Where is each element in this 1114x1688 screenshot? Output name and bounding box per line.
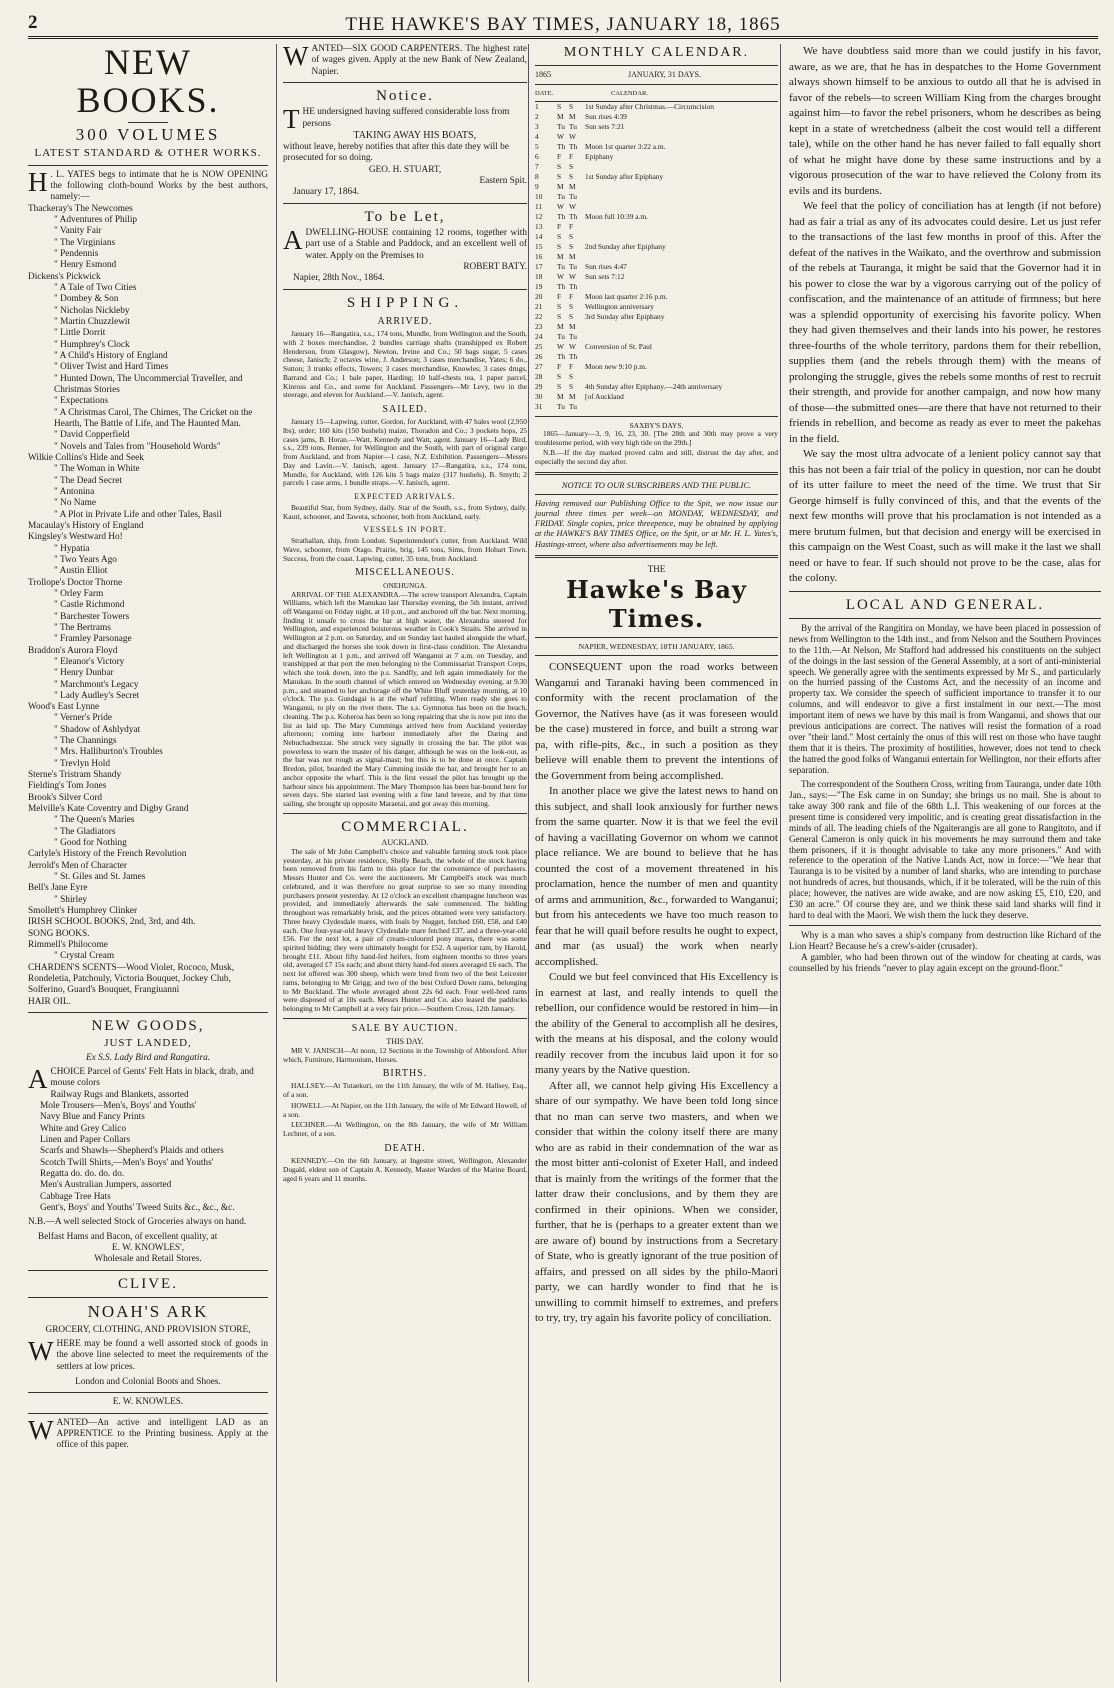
calendar-cell: Tu — [569, 191, 577, 201]
book-item: " Trevlyn Hold — [54, 758, 110, 769]
births-heading: BIRTHS. — [382, 1068, 428, 1080]
arrived-text: January 16—Rangatira, s.s., 174 tons, Mundle, from Wellington and the South, with 2 boxes merchandise, 2 bundles carriage shafts (transhipped ex Robert Henderson, from Glasgow), Newton, Irvine and Co.; 50 bags sugar, 5 cases cheese, Janisch; 2 octaves wine, J. Anderson; 3 cases merchandise, Yates; 6 do., Sutton; 3 trunks effects, Towers; 3 cases merchandise, Knowles; 3 cases drugs, Barrand and Co.; 1 bale paper, Harding; 10 half-chests tea, 1 paper parcel, Kinross and Co., and some for Auckland. Passengers—Mr Levy, two in the steerage, and eleven for Auckland.—V. Janisch, agent. — [283, 329, 527, 400]
calendar-cell: M — [557, 111, 564, 121]
book-item: " The Virginians — [54, 237, 116, 248]
commercial-heading: COMMERCIAL. — [341, 818, 469, 835]
book-item: " Vanity Fair — [54, 226, 102, 237]
calendar-cell: 1st Sunday after Epiphany — [585, 171, 664, 181]
calendar-cell: S — [557, 301, 562, 311]
calendar-cell: Moon 1st quarter 3:22 a.m. — [585, 141, 666, 151]
calendar-table: DATE. CALENDAR. 1 S S 1st Sunday after Christmas.—Circumcision 2 M M Sun rises 4:39 3 Tu Tu Sun sets 7:21 4 W W 5 Th Th Moon 1st quarter 3:22 a.m. 6 F F Epiphany 7 S S 8 S S 1st Sunday after Epiphany 9 M M 10 Tu Tu 11 W W 12 Th Th Moon full 10:39 a.m. 13 F F 14 S S 15 S S 2nd Sunday after Epiphany 16 M M 17 Tu Tu Sun rises 4:47 18 W W Sun sets 7:12 19 Th Th 20 F F Moon last quarter 2:16 p.m. 21 S S Wellington anniversary 22 S S 3rd Sunday after Epiphany 23 M M 24 Tu Tu 25 W W Conversion of St. Paul 26 Th Th 27 F F Moon new 9:10 p.m. 28 S S 29 S S 4th Sunday after Epiphany.—24th anniversary 30 M M [of Auckland 31 Tu Tu — [535, 89, 778, 412]
calendar-cell: 15 — [535, 241, 543, 251]
book-item: " Shadow of Ashlydyat — [54, 724, 141, 735]
sailed-text: January 15—Lapwing, cutter, Gordon, for Auckland, with 47 bales wool (2,950 lbs), order; 160 kits (150 bushels) maize, Thoradon and Co.; 3 pockets hops, 25 cases jams, B. Horan.—Watt, Kennedy and Watt, agent. January 16—Lady Bird, s.s., 239 tons, Renner, for Wellington and the South, with part of original cargo from Auckland, and from Napier—1 case, N.Z. Exhibition. Passengers—Messrs Day and Lavin.—V. Janisch, agent. January 17—Rangatira, s.s., 174 tons, Mundle, for Auckland, with 126 kits 5 bags maize (317 bushels), B. Smyth; 2 parcels 1 case arms, 1 bundle straps.—V. Janisch, agent. — [283, 417, 527, 488]
book-item: " Hunted Down, The Uncommercial Traveller, and Christmas Stories — [54, 373, 243, 395]
calendar-cell: S — [557, 311, 562, 321]
calendar-cell — [581, 222, 778, 232]
calendar-cell: W — [569, 341, 576, 351]
yates-intro: H . L. YATES begs to intimate that he is NOW OPENING the following cloth-bound Works by the best authors, namely:— — [28, 166, 268, 203]
new-books-heading: NEW BOOKS. — [76, 44, 220, 120]
calendar-cell: S — [557, 371, 562, 381]
book-item: " The Gladiators — [54, 826, 116, 837]
just-landed: JUST LANDED, — [104, 1037, 192, 1050]
book-item: Kingsley's Westward Ho! — [28, 532, 123, 543]
calendar-subhead: 1865 JANUARY, 31 DAYS. — [535, 70, 701, 80]
misc-heading: MISCELLANEOUS. — [355, 567, 455, 579]
calendar-cell: 12 — [535, 211, 543, 221]
calendar-cell: S — [569, 171, 574, 181]
calendar-cell: Tu — [569, 121, 577, 131]
book-item: " A Tale of Two Cities — [54, 283, 137, 294]
dateline: NAPIER, WEDNESDAY, 18TH JANUARY, 1865. — [578, 642, 735, 652]
calendar-cell — [581, 182, 778, 192]
calendar-cell: Wellington anniversary — [585, 301, 654, 311]
stuart-name: GEO. H. STUART, — [368, 164, 442, 175]
calendar-cell: 5 — [535, 141, 539, 151]
calendar-cell: S — [569, 231, 574, 241]
page-number: 2 — [28, 12, 38, 33]
book-item: " The Woman in White — [54, 464, 140, 475]
calendar-cell — [581, 332, 778, 342]
calendar-cell: 4 — [535, 131, 539, 141]
calendar-cell: F — [557, 221, 562, 231]
expected-text: Beautiful Star, from Sydney, daily. Star of the South, s.s., from Sydney, daily. Kauri, schooner, and Tawera, schooner, both from Auckland, early. — [283, 502, 527, 521]
book-item: " The Dead Secret — [54, 475, 122, 486]
calendar-cell: S — [569, 161, 574, 171]
calendar-cell: Sun sets 7:12 — [585, 271, 625, 281]
baty-name: ROBERT BATY. — [463, 262, 527, 273]
drop-cap: H — [28, 166, 48, 197]
notice-body: THE undersigned having suffered considerable loss from persons — [283, 104, 510, 135]
calendar-cell: Moon new 9:10 p.m. — [585, 361, 647, 371]
calendar-cell: 11 — [535, 201, 543, 211]
carpenters-wanted: WANTED—SIX GOOD CARPENTERS. The highest rate of wages given. Apply at the new Bank of New Zealand, Napier. — [283, 44, 527, 77]
column-4 — [780, 44, 1101, 1682]
book-item: Brook's Silver Cord — [28, 792, 102, 803]
book-item: " Henry Esmond — [54, 260, 117, 271]
calendar-cell: S — [569, 381, 574, 391]
calendar-cell: M — [557, 181, 564, 191]
book-item: " A Christmas Carol, The Chimes, The Cricket on the Hearth, The Battle of Life, and The Haunted Man. — [54, 407, 253, 429]
calendar-cell: 3 — [535, 121, 539, 131]
book-item: " Dombey & Son — [54, 294, 119, 305]
book-item: Thackeray's The Newcomes — [28, 203, 133, 214]
editorial-paragraph: We feel that the policy of conciliation has at length (if not before) had as fair a trial as any of its advocates could desire. Let us just refer to the transactions of the last few months in proof of this. After the defeat of the natives in the Waikato, and the overthrow and submission of the rebels at Tauranga, it might be said that the Governor had it in his power to close the war by a vigorous carrying out of the policy of confiscation, and the maintenance of an attitude of firmness; but here was a splendid opportunity of exercising his favorite policy. When they had given themselves and their lands into his power, he restores three-fourths of the whole territory, pardons them for their rebellion, supplies them (and the rebels through them) with the means of prolonging the struggle, gives the rebels some months of rest to recruit their strength, and provide for another campaign, and now how many of those—the submitted ones—are there that have not returned to their friends in rebellion, and become as ready as ever to meet the pakehas in the field. — [789, 200, 1101, 445]
calendar-cell: 18 — [535, 271, 543, 281]
book-item: " Humphrey's Clock — [54, 339, 130, 350]
book-item: Sterne's Tristram Shandy — [28, 770, 122, 781]
calendar-cell: 26 — [535, 351, 543, 361]
calendar-cell: 21 — [535, 301, 543, 311]
calendar-cell: 1 — [535, 101, 539, 111]
paper-title: Hawke's Bay Times. — [566, 574, 747, 633]
book-item: " Two Years Ago — [54, 554, 117, 565]
calendar-cell: 10 — [535, 191, 543, 201]
goods-item: White and Grey Calico — [40, 1123, 126, 1134]
calendar-cell: 23 — [535, 321, 543, 331]
calendar-cell: Tu — [557, 121, 565, 131]
joke-crusader: Why is a man who saves a ship's company from destruction like Richard of the Lion Heart? Because he's a crew's-aider (crusader). — [789, 930, 1101, 952]
calendar-cell: F — [569, 361, 574, 371]
subscribers-notice-heading: NOTICE TO OUR SUBSCRIBERS AND THE PUBLIC. — [561, 479, 752, 490]
calendar-cell: 20 — [535, 291, 543, 301]
book-item: " The Bertrams — [54, 622, 111, 633]
editorial-paragraph: Could we but feel convinced that His Excellency is in earnest at last, and really intends to quell the rebellion, our confidence would be restored in him—in the ability of the General to accomplish all he desires, with the means at his disposal, and the colony would readily recover from the incubus laid upon it for so many years by the Native question. — [535, 971, 778, 1077]
editorial-part-1 — [535, 660, 778, 1327]
let-date: Napier, 28th Nov., 1864. — [293, 273, 385, 284]
book-item: " Nicholas Nickleby — [54, 305, 130, 316]
calendar-cell: W — [557, 131, 564, 141]
calendar-cell: S — [569, 311, 574, 321]
auckland-sub: AUCKLAND. — [381, 838, 429, 848]
book-item: " Adventures of Philip — [54, 215, 138, 226]
the-label: THE — [647, 563, 666, 574]
calendar-cell: 29 — [535, 381, 543, 391]
grocery-store-line: GROCERY, CLOTHING, AND PROVISION STORE, — [45, 1324, 251, 1335]
calendar-cell — [581, 372, 778, 382]
calendar-cell: Moon last quarter 2:16 p.m. — [585, 291, 668, 301]
calendar-cell: 16 — [535, 251, 543, 261]
editorial-paragraph: We say the most ultra advocate of a lenient policy cannot say that this has not been a fair trial of the policy in question, nor can he doubt of its utter failure to meet the need of the time. We trust that Sir George himself is fully convinced of this, and that the events of the next few months will prove that his proclamation is not intended as a mere brutum fulmen, but that decision and energy will be exercised in this campaign on the West Coast, such as will make it the last we shall need or have to fear. If such should not prove to be the case, alas for the colony. — [789, 448, 1101, 584]
onehunga: ONEHUNGA. — [383, 581, 427, 591]
calendar-cell: S — [557, 231, 562, 241]
port-text: Strathallan, ship, from London. Superintendent's cutter, from Auckland. Wild Wave, schooner, from Otago. Prairie, brig, 145 tons, Sims, from Hobart Town. Success, from the coast. Lapwing, cutter, 35 tons, from Auckland. — [283, 536, 527, 563]
column-2 — [276, 44, 527, 1682]
volumes-heading: 300 VOLUMES — [75, 124, 221, 144]
local-news-paragraph: By the arrival of the Rangitira on Monday, we have been placed in possession of news from Wellington to the 14th inst., and from Nelson and the Southern Provinces to the 11th.—At Nelson, Mr Stafford had addressed his constituents on the subject of the doings in the last session of the General Assembly, at a sort of anti-ministerial speech. We generally agree with the sentiments expressed by Mr S., and particularly on the hurried passing of the Customs Act, and the necessity of an income and property tax. We consider the speech of sufficient importance to transfer it to our columns, and will endeavor to give a first instalment in our next.—The most important item of news we have by this mail is from Wanganui, and shows that our previous anticipations are correct. The natives will resist the formation of a road over "their land." Most certainly the onus of this will rest on those who have taught them that it is theirs. The proximity of hostilities, however, does not tend to check the hatred the good folks of Wanganui entertain for Wellington, nor their efforts after separation. — [789, 622, 1101, 775]
calendar-cell: M — [569, 111, 576, 121]
calendar-cell: S — [557, 241, 562, 251]
noahs-ark-heading: NOAH'S ARK — [87, 1301, 209, 1321]
birth-notice: LECHNER.—At Wellington, on the 8th January, the wife of Mr William Lechner, of a son. — [283, 1120, 527, 1139]
calendar-cell: Th — [557, 281, 566, 291]
boots-shoes: London and Colonial Boots and Shoes. — [75, 1376, 221, 1387]
book-item: " Castle Richmond — [54, 600, 125, 611]
subscribers-notice: Having removed our Publishing Office to the Spit, we now issue our journal three times per week—on MONDAY, WEDNESDAY, and FRIDAY. Single copies, price threepence, may be obtained by applying at the HAWKE'S BAY TIMES Office, on the Spit, or at Mr. H. L. Yates's, Hastings-street, where also advertisements may be left. — [535, 499, 778, 549]
misc-text: ARRIVAL OF THE ALEXANDRA.—The screw transport Alexandra, Captain Williams, which left the Manukau last Thursday evening, the 5th instant, arrived off Wanganui on Friday night, at 10 p.m., and anchored off the bar. Next morning, finding it unsafe to cross the bar at high water, the Alexandra steered for Wellington, and experienced boisterous weather in Cook's Straits. She arrived in Wellington at 2 p.m. on Saturday, and on Sunday last hauled alongside the wharf, and discharged the horses she took down in first-class condition. The Alexandra left Wellington at 1 p.m., and arrived off Wanganui at 7 a.m. on Tuesday, and transhipped at that port the men belonging to the Commissariat Transport Corps, which she took down, into the p.s. Sandfly, and left again immediately for the Manukau. In the south channel of which entered on Wednesday evening, at 9.30 p.m., and steamed to her anchorage off the White Bluff yesterday morning, at 10 o'clock. The p.s. Gundagai is at the wharf refitting. When ready she goes to Wanganui, to ply on the river there. The s.s. Gymnotus has been on the beach, cleaning. The p.s. Koheroa has been so long repairing that she is now put into the list as laid up. The Mary Cummings arrived here from Auckland yesterday afternoon; coming into harbour immediately after the Daring and Nebuchadnezzar. She struck very signally in crossing the bar. The pilot was powerless to warn the master of his danger, although he was on the look-out, as the bar was not rough as signal-mast; but this is to be done at once. Captain Bredon, pilot, boarded the Mary Cumming inside the bar, and brought her to an anchor opposite the wharf. This is the first vessel the pilot has brought up the harbour since his appointment. The Mary Thompson has been bar-bound here for seven days. She started last evening with a fine land breeze, and by that time sailing, she brought up opposite Maraetai, and got away this morning. — [283, 589, 527, 809]
calendar-cell: 28 — [535, 371, 543, 381]
editorial-paragraph: In another place we give the latest news to hand on this subject, and shall look anxiously for further news from the same quarter. Now it is that we feel the evil of having a vacillating Governor on whom we cannot place reliance. We are bound to believe that he has counted the cost of a movement threatened in his proclamation, hence the number of men and quantity of arms and ammunition, &c., forwarded to Wanganui; but from his antecedents we have too much reason to fear that he will quail before results he ought to expect, and mar (as usual) the work when nearly accomplished. — [535, 785, 778, 968]
book-item: " Antonina — [54, 486, 95, 497]
book-item: Jerrold's Men of Character — [28, 860, 127, 871]
births-list — [283, 1082, 527, 1138]
calendar-cell: Tu — [557, 401, 565, 411]
book-item: " Framley Parsonage — [54, 634, 132, 645]
book-item: SONG BOOKS. — [28, 928, 90, 939]
port-heading: VESSELS IN PORT. — [363, 525, 447, 535]
commercial-text: The sale of Mr John Campbell's choice and valuable farming stock took place yesterday, at his private residence, Shelly Beach, the whole of the stock having been removed from his farm to this place for the convenience of purchasers. Messrs Hunter and Co. were the auctioneers. Mr Campbell's stock was much celebrated, and it was therefore no great surprise to see so many intending purchasers present yesterday. At 12 o'clock an excellent champagne luncheon was provided, and immediately afterwards the sale commenced. The bidding throughout was remarkably brisk, and the prices obtained were very satisfactory. Three heavy Clydesdale mares, with foals by Nugget, fetched £60, £58, and £40 each. One four-year-old heavy Clydesdale mare fetched £37, and a three-year-old £56. For the next lot, a pair of cream-coloured pony mares, there was some spirited bidding; they were ultimately bought for £52. A superior ram, by Harold, brought £11. About fifty hand-fed heifers, from eighteen months to three years old, averaged £7 15s each; and about thirty hand-fed steers averaged £6 each. The next lot offered was 300 sheep, which were bred from two of the best Leicester rams, belonging to Mr Grigg; and two of the best Oxford Down rams, belonging to Mr Buckland. The whole averaged about 22s 6d each. Four well-bred rams were disposed of at 10s each. Messrs Hunter and Co. also leased the paddocks belonging to Mr Campbell at a very fair price.—Southern Cross, 12th January. — [283, 846, 527, 1014]
goods-item: Gent's, Boys' and Youths' Tweed Suits &c., &c., &c. — [40, 1202, 235, 1213]
to-be-let-body: A DWELLING-HOUSE containing 12 rooms, together with part use of a Stable and Paddock, and an excellent well of water. Apply on the Premises to — [283, 225, 527, 261]
death-heading: DEATH. — [384, 1142, 426, 1154]
book-item: Macaulay's History of England — [28, 520, 144, 531]
book-item: " Novels and Tales from "Household Words" — [54, 441, 221, 452]
saxby-text: 1865—January—3, 9, 16, 23, 30. [The 28th and 30th may prove a very troublesome period, with very high tide on the 29th.] N.B.—If the day marked proved calm and still, distrust the day after, and especially the second day after. — [535, 428, 778, 467]
calendar-cell: Moon full 10:39 a.m. — [585, 211, 649, 221]
calendar-cell: 31 — [535, 401, 543, 411]
calendar-cell: F — [569, 151, 574, 161]
book-item: Smollett's Humphrey Clinker — [28, 906, 138, 917]
calendar-cell: Sun rises 4:47 — [585, 261, 627, 271]
calendar-cell: Conversion of St. Paul — [585, 341, 652, 351]
calendar-cell: Sun rises 4:39 — [585, 111, 627, 121]
calendar-cell — [581, 192, 778, 202]
calendar-cell: Tu — [569, 331, 577, 341]
calendar-cell: Tu — [557, 261, 565, 271]
book-item: " Verner's Pride — [54, 713, 112, 724]
calendar-cell: Tu — [557, 331, 565, 341]
calendar-cell: Tu — [569, 261, 577, 271]
calendar-cell — [581, 402, 778, 412]
calendar-cell: F — [557, 361, 562, 371]
book-item: " The Queen's Maries — [54, 815, 135, 826]
clive-heading: CLIVE. — [118, 1275, 178, 1292]
calendar-cell: S — [557, 171, 562, 181]
belfast-hams: Belfast Hams and Bacon, of excellent quality, at — [38, 1231, 218, 1242]
book-item: " Crystal Cream — [54, 951, 115, 962]
book-item: " Little Dorrit — [54, 328, 106, 339]
book-item: " St. Giles and St. James — [54, 872, 146, 883]
calendar-cell: M — [569, 391, 576, 401]
calendar-cell: W — [557, 271, 564, 281]
editorial-paragraph: CONSEQUENT upon the road works between Wanganui and Taranaki having been commenced in conformity with the recent proclamation of the Governor, the Natives have (as it was foreseen would be the case) mustered in force, and built a strong war pa, with rifle-pits, &c., in such a position as they believe will enable them to prevent the intentions of the Government from being accomplished. — [535, 661, 778, 782]
local-news-paragraph: The correspondent of the Southern Cross, writing from Tauranga, under date 10th Jan., says:—"The Esk came in on Sunday; she brings us no mail. She is about to take away 300 rank and file of the 68th L.I. This weakening of our forces at the present time is considered very impolitic, and is creating great dissatisfaction in the minds of all. The leading chiefs of the Ngaiterangis are all gone to Rangitoto, and if General Cameron is only quick in his movements he may surround them and take them prisoners, if it is thought advisable to take any more prisoners." And with reference to the operation of the Native Lands Act, now in force:—"We hear that Tauranga is to be visited by a number of land sharks, who are intending to purchase not hundreds of acres, but thousands, which, if it be tolerated, will be the ruin of this place; however, the natives are wide awake, and are now asking £5, £10, £20, and £30 an acre." Of course they are, and we think these said land sharks will find it hard to deal with the Maori. We wish them the luck they deserve. — [789, 778, 1101, 921]
book-item: " A Plot in Private Life and other Tales, Basil — [54, 509, 222, 520]
calendar-cell: W — [569, 201, 576, 211]
latest-works-line: LATEST STANDARD & OTHER WORKS. — [34, 147, 262, 160]
calendar-heading: MONTHLY CALENDAR. — [563, 45, 750, 60]
calendar-cell: S — [557, 101, 562, 111]
calendar-cell: S — [569, 371, 574, 381]
calendar-cell: S — [569, 241, 574, 251]
calendar-cell: 9 — [535, 181, 539, 191]
knowles-stores: Wholesale and Retail Stores. — [94, 1254, 202, 1265]
goods-item: Scotch Twill Shirts,—Men's Boys' and Youths' — [40, 1157, 214, 1168]
birth-notice: HALLSEY.—At Tutaekuri, on the 11th January, the wife of M. Hallsey, Esq., of a son. — [283, 1081, 527, 1100]
calendar-cell: Tu — [557, 191, 565, 201]
calendar-cell: 30 — [535, 391, 543, 401]
editorial-paragraph: We have doubtless said more than we could justify in his favor, aware, as we are, that he has in despatches to the Home Government always shown himself to be anxious to outdo all that he is advised in favor of the rebels—to screen William King from the charges brought against him—to favor the rebel prisoners, whom he describes as being kept in a state of wretchedness (albeit the cost would tell a different tale), while on the other hand he has never failed to fall equally short of what he might have done by these same instructions and by a vigorous prosecution of the war to have relieved the Colony from its evils and its burdens. — [789, 45, 1101, 197]
calendar-cell: 1st Sunday after Christmas.—Circumcision — [585, 101, 714, 111]
goods-item: Navy Blue and Fancy Prints — [40, 1112, 145, 1123]
book-item: " Barchester Towers — [54, 611, 130, 622]
local-general-heading: LOCAL AND GENERAL. — [845, 596, 1045, 613]
calendar-cell: Th — [557, 141, 566, 151]
book-item: Wood's East Lynne — [28, 702, 100, 713]
book-item: " A Child's History of England — [54, 350, 168, 361]
book-list — [28, 204, 268, 1008]
goods-item: Men's Australian Jumpers, assorted — [40, 1180, 172, 1191]
arrived-heading: ARRIVED. — [377, 316, 433, 327]
calendar-cell: 27 — [535, 361, 543, 371]
calendar-cell: Th — [557, 351, 566, 361]
book-item: Braddon's Aurora Floyd — [28, 645, 118, 656]
book-item: " Mrs. Halliburton's Troubles — [54, 747, 163, 758]
goods-intro: A CHOICE Parcel of Gents' Felt Hats in black, drab, and mouse colors — [28, 1064, 254, 1095]
goods-ex-ships: Ex S.S. Lady Bird and Rangatira. — [85, 1052, 211, 1063]
book-item: " Oliver Twist and Hard Times — [54, 362, 169, 373]
goods-item: Cabbage Tree Hats — [40, 1191, 111, 1202]
calendar-cell: Sun sets 7:21 — [585, 121, 625, 131]
calendar-cell: Th — [569, 141, 578, 151]
book-item: " Martin Chuzzlewit — [54, 317, 131, 327]
calendar-cell: W — [557, 201, 564, 211]
calendar-cell: M — [557, 321, 564, 331]
book-item: Fielding's Tom Jones — [28, 781, 107, 792]
calendar-cell: 3rd Sunday after Epiphany — [585, 311, 665, 321]
local-general-text — [789, 623, 1101, 921]
calendar-cell — [581, 282, 778, 292]
calendar-cell: 6 — [535, 151, 539, 161]
book-item: " Hypatia — [54, 543, 90, 554]
calendar-cell: W — [569, 131, 576, 141]
calendar-cell: 17 — [535, 261, 543, 271]
calendar-cell: M — [557, 251, 564, 261]
calendar-cell: F — [569, 221, 574, 231]
knowles-signature: E. W. KNOWLES. — [112, 1397, 184, 1408]
to-be-let-heading: To be Let, — [364, 208, 446, 225]
auction-text: MR V. JANISCH—At noon, 12 Sections in the Township of Abbotsford. After which, Furniture, Harmonium, Horses. — [283, 1045, 527, 1064]
calendar-cell: 8 — [535, 171, 539, 181]
book-item: Wilkie Collins's Hide and Seek — [28, 452, 144, 463]
auction-heading: SALE BY AUCTION. — [351, 1022, 459, 1034]
book-item: Rimmell's Philocome — [28, 940, 108, 951]
calendar-cell: 24 — [535, 331, 543, 341]
calendar-cell: M — [569, 181, 576, 191]
calendar-cell: M — [569, 251, 576, 261]
book-item: " Henry Dunbar — [54, 668, 114, 679]
book-item: " Eleanor's Victory — [54, 656, 125, 667]
book-item: IRISH SCHOOL BOOKS, 2nd, 3rd, and 4th. — [28, 917, 196, 928]
calendar-cell: W — [557, 341, 564, 351]
book-item: " David Copperfield — [54, 430, 130, 441]
death-text: KENNEDY.—On the 6th January, at Ingestre street, Wellington, Alexander Dugald, eldest son of Captain A. Kennedy, Master Warden of the Marine Board, aged 6 years and 11 months. — [283, 1156, 527, 1183]
calendar-cell — [581, 232, 778, 242]
knowles-name: E. W. KNOWLES', — [111, 1242, 185, 1253]
jokes — [789, 930, 1101, 974]
calendar-cell: M — [569, 321, 576, 331]
book-item: Melville's Kate Coventry and Digby Grand — [28, 804, 189, 815]
book-item: " No Name — [54, 498, 97, 509]
book-item: CHARDEN'S SCENTS—Wood Violet, Rococo, Musk, Rondeletia, Patchouly, Victoria Bouquet, Jockey Club, Solferino, Guard's Bouquet, Frangiuanni — [28, 962, 235, 996]
newspaper-masthead-title: THE HAWKE'S BAY TIMES, JANUARY 18, 1865 — [345, 14, 781, 35]
column-3 — [528, 44, 778, 1682]
calendar-cell: F — [557, 291, 562, 301]
goods-item: Linen and Paper Collars — [40, 1135, 131, 1146]
calendar-cell: 13 — [535, 221, 543, 231]
book-item: " Lady Audley's Secret — [54, 690, 140, 701]
calendar-cell: Epiphany — [585, 151, 614, 161]
calendar-cell: S — [557, 381, 562, 391]
saxby-heading: SAXBY'S DAYS. — [629, 420, 684, 430]
eastern-spit: Eastern Spit. — [479, 176, 527, 187]
auction-day: THIS DAY. — [386, 1037, 424, 1047]
calendar-cell: 14 — [535, 231, 543, 241]
groceries-note: N.B.—A well selected Stock of Groceries always on hand. — [28, 1217, 247, 1228]
new-goods-heading: NEW GOODS, — [91, 1018, 205, 1035]
calendar-cell: Th — [557, 211, 566, 221]
book-item: " Expectations — [54, 396, 109, 407]
calendar-cell: Tu — [569, 401, 577, 411]
calendar-cell: Th — [569, 211, 578, 221]
calendar-cell: 2 — [535, 111, 539, 121]
calendar-cell — [581, 252, 778, 262]
masthead — [28, 10, 1098, 39]
editorial-paragraph: After all, we cannot help giving His Excellency a share of our sympathy. We have been told long since that no man can serve two masters, and when we consider that within the colony itself there are many who are as rabid in their condemnation of the war as the most bitter anti-colonist of Exeter Hall, and indeed that is mainly from the writings of the former that the latter draw their conclusions, and by them they are confirmed in their opinions. When we consider, further, that he is (perhaps to a greater extent than we are aware of) bound by instructions from a Secretary of State, who is greatly ignorant of the true position of affairs, and pressed on all sides by the philo-Maori party, we can hardly wonder to find that he is unwilling to commit himself to extremes, and prefers to try, try, try again his favorite policy of conciliation. — [535, 1079, 778, 1325]
calendar-cell: S — [557, 161, 562, 171]
goods-item: Mole Trousers—Men's, Boys' and Youths' — [40, 1101, 197, 1112]
calendar-cell: [of Auckland — [585, 391, 624, 401]
calendar-cell: 22 — [535, 311, 543, 321]
birth-notice: HOWELL.—At Napier, on the 11th January, the wife of Mr Edward Howell, of a son. — [283, 1100, 527, 1119]
taking-boats: TAKING AWAY HIS BOATS, — [353, 129, 477, 141]
book-item: " Marchmont's Legacy — [54, 679, 139, 690]
calendar-cell — [581, 132, 778, 142]
book-item: Bell's Jane Eyre — [28, 883, 88, 894]
calendar-cell: 7 — [535, 161, 539, 171]
book-item: " Shirley — [54, 894, 87, 905]
notice-heading: Notice. — [376, 87, 434, 104]
book-item: " Orley Farm — [54, 588, 104, 599]
book-item: " Good for Nothing — [54, 838, 127, 849]
calendar-cell — [581, 162, 778, 172]
book-item: " The Channings — [54, 736, 117, 747]
calendar-cell: F — [557, 151, 562, 161]
book-item: " Austin Elliot — [54, 566, 108, 577]
notice-warning: without leave, hereby notifies that after this date they will be prosecuted for so doing. — [283, 142, 509, 164]
goods-item: Regatta do. do. do. do. — [40, 1169, 125, 1179]
calendar-cell: 2nd Sunday after Epiphany — [585, 241, 666, 251]
calendar-cell — [581, 352, 778, 362]
calendar-cell: M — [557, 391, 564, 401]
calendar-cell — [581, 202, 778, 212]
notice-date: January 17, 1864. — [293, 187, 360, 198]
expected-heading: EXPECTED ARRIVALS. — [354, 492, 456, 502]
calendar-cell: F — [569, 291, 574, 301]
book-item: Carlyle's History of the French Revolution — [28, 849, 187, 860]
calendar-cell: 19 — [535, 281, 543, 291]
joke-gambler: A gambler, who had been thrown out of the window for cheating at cards, was counselled by his friends "never to play again except on the ground-floor." — [789, 951, 1101, 973]
shipping-heading: SHIPPING. — [346, 294, 464, 311]
goods-item: Scarfs and Shawls—Shepherd's Plaids and others — [40, 1146, 224, 1157]
book-item: " Pendennis — [54, 249, 99, 260]
calendar-cell: W — [569, 271, 576, 281]
noahs-ark-body: WHERE may be found a well assorted stock of goods in the above line selected to meet the requirements of the settlers at low prices. — [28, 1335, 268, 1372]
apprentice-wanted: WANTED—An active and intelligent LAD as an APPRENTICE to the Printing business. Apply at the office of this paper. — [28, 1414, 268, 1451]
calendar-cell — [581, 322, 778, 332]
calendar-cell: S — [569, 301, 574, 311]
calendar-cell: S — [569, 101, 574, 111]
book-item: Trollope's Doctor Thorne — [28, 577, 123, 588]
book-item: HAIR OIL. — [28, 996, 71, 1007]
book-item: Dickens's Pickwick — [28, 271, 101, 282]
goods-item: Railway Rugs and Blankets, assorted — [50, 1089, 189, 1100]
sailed-heading: SAILED. — [382, 404, 428, 416]
editorial-part-2 — [789, 44, 1101, 587]
calendar-cell: 25 — [535, 341, 543, 351]
column-1 — [28, 44, 268, 1682]
calendar-cell: Th — [569, 281, 578, 291]
calendar-cell: 4th Sunday after Epiphany.—24th anniversary — [585, 381, 723, 391]
calendar-cell: Th — [569, 351, 578, 361]
goods-list — [28, 1090, 268, 1215]
